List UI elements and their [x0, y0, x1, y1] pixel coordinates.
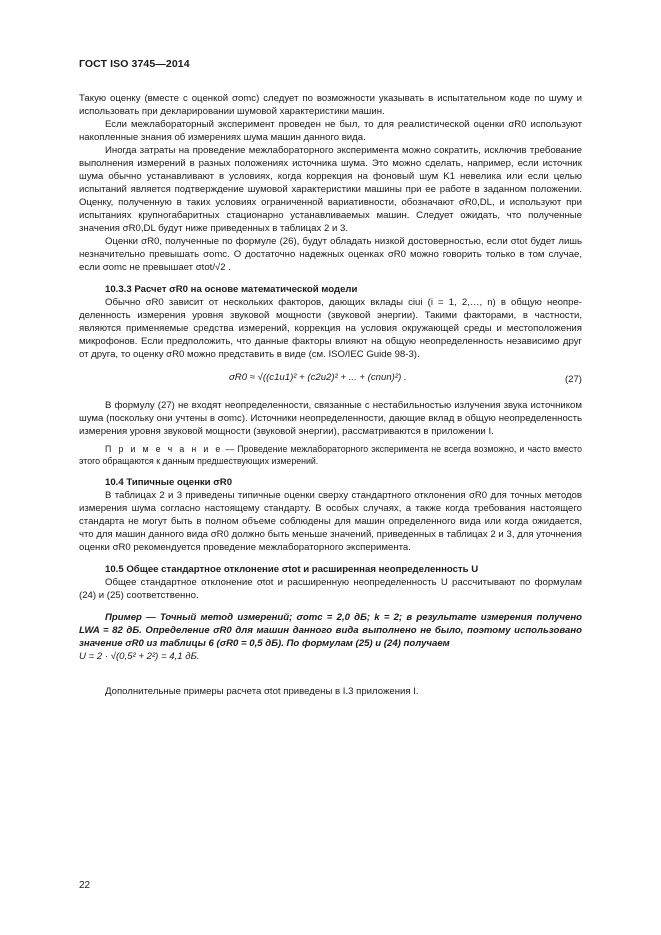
example-paragraph: Пример — Точный метод измерений; σomc = 2,0 дБ; k = 2; в результате измерения получено LWA = 82 дБ. Определение σR0 для машин данного вида выполнено не было, поэтому использовано значение σR0 из таблицы 6 (σR0 = 0,5 дБ). По формулам (25) и (24) получаем [79, 612, 582, 649]
example-formula: U = 2 · √(0,5² + 2²) = 4,1 дБ. [79, 651, 200, 662]
paragraph: В таблицах 2 и 3 приведены типичные оценки сверху стандартного отклонения σR0 для точных методов измерения шума согласно настоящему стандарту. В особых случаях, а также когда требования настоящего стандарта не могут быть в полном объеме соблюдены для машин определенного вида или когда ожидается, что для машин данного вида σR0 должно быть меньше значений, приведенных в таблицах 2 и 3, для уточнения оценки σR0 рекомендуется проведение межлабораторного эксперимента. [79, 490, 582, 553]
formula-number: (27) [564, 374, 582, 385]
section-heading-10-5: 10.5 Общее стандартное отклонение σtot и расширенная неопределенность U [105, 564, 479, 575]
paragraph: Такую оценку (вместе с оценкой σomc) следует по возможности указывать в испытательном коде по шуму и использовать при декларировании шумовой характеристики машин. [79, 93, 582, 117]
paragraph: Иногда затраты на проведение межлабораторного эксперимента можно сократить, исключив требование выполнения измерений в разных положениях источника шума. Это можно сделать, например, если источник шума обычно устанавливают в условиях, когда коррекция на фоновый шум K1 невелика или если целью испытаний является подтверждение шумовой характеристики машины при ее работе в заданном положении. Оценку, полученную в таких условиях ограниченной вариативности, обозначают σR0,DL, и используют при испытаниях крупногабаритных стационарно устанавливаемых машин. Следует ожидать, что полученные значения σR0,DL будут ниже приведенных в таблицах 2 и 3. [79, 145, 582, 234]
paragraph: Дополнительные примеры расчета σtot приведены в I.3 приложения I. [105, 686, 419, 697]
formula-expression: σR0 ≈ √((c1u1)² + (c2u2)² + ... + (cnun)²) . [229, 372, 407, 383]
section-heading-10-4: 10.4 Типичные оценки σR0 [105, 477, 233, 488]
paragraph: Общее стандартное отклонение σtot и расширенную неопределенность U рассчитывают по формулам (24) и (25) соответственно. [79, 577, 582, 601]
paragraph: В формулу (27) не входят неопределенности, связанные с нестабильностью излучения звука источником шума (поскольку они учтены в σomc). Источники неопределенности, дающие вклад в общую неопределенность измерения уровня звуковой мощности (звуковой энергии), рассматриваются в приложении I. [79, 400, 582, 437]
paragraph: Оценки σR0, полученные по формуле (26), будут обладать низкой достоверностью, если σtot будет лишь незначительно превышать σomc. О достаточно надежных оценках σR0 можно говорить только в том случае, если σomc не превышает σtot/√2 . [79, 236, 582, 273]
document-body [79, 92, 582, 698]
note [79, 443, 582, 467]
paragraph: Обычно σR0 зависит от нескольких факторов, дающих вклады ciui (i = 1, 2,…, n) в общую неопределенность измерения уровня звуковой мощности (звуковой энергии). Такими факторами, в частности, являются применяемые средства измерений, коррекция на условия окружающей среды и местоположения микрофонов. Если предположить, что данные факторы влияют на общую неопределенность независимо друг от друга, то оценку σR0 можно представить в виде (см. ISO/IEC Guide 98-3). [79, 297, 582, 360]
formula-27 [79, 365, 582, 395]
section-heading-10-3-3: 10.3.3 Расчет σR0 на основе математической модели [105, 284, 358, 295]
page-header: ГОСТ ISO 3745—2014 [79, 58, 190, 70]
page-number: 22 [79, 880, 91, 891]
note-text: — Проведение межлабораторного эксперимента не всегда возможно, и часто вместо этого обращаются к данным предшествующих измерений. [79, 444, 582, 466]
note-label: П р и м е ч а н и е [105, 444, 223, 454]
paragraph: Если межлабораторный эксперимент проведен не был, то для реалистической оценки σR0 используют накопленные знания об измерениях шума машин данного вида. [79, 119, 582, 143]
